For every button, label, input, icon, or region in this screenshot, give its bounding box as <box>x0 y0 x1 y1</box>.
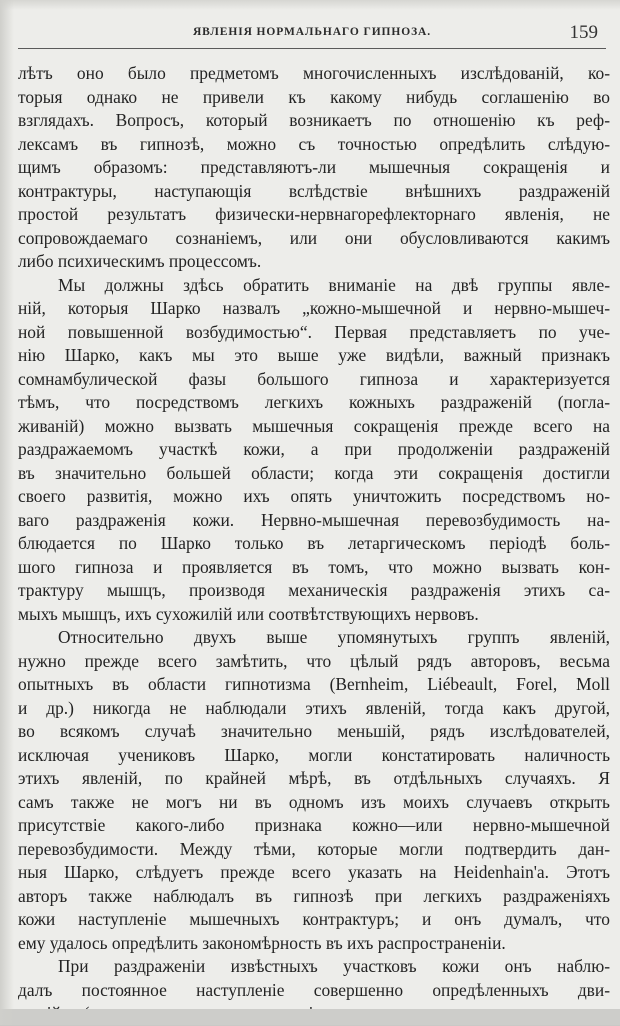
text-line: взглядахъ. Вопросъ, который возникаетъ по отношенію къ реф- <box>18 110 610 130</box>
text-line: ему удалось опредѣлить закономѣрность въ ихъ распространеніи. <box>18 932 506 953</box>
text-line: лѣтъ оно было предметомъ многочисленныхъ изслѣдованій, ко- <box>18 63 610 83</box>
text-line: сомнамбулической фазы большого гипноза и характеризуется <box>18 368 610 389</box>
text-line: во всякомъ случаѣ значительно меньшій, рядъ изслѣдователей, <box>18 721 610 741</box>
text-line: При раздраженіи извѣстныхъ участковъ кожи онъ наблю- <box>58 956 610 976</box>
text-line: живаній) можно вызвать мышечныя сокращенія прежде всего на <box>18 415 610 436</box>
text-line: Относительно двухъ выше упомянутыхъ группъ явленій, <box>58 627 610 647</box>
page-header <box>18 22 606 48</box>
running-title: ЯВЛЕНІЯ НОРМАЛЬНАГО ГИПНОЗА. <box>192 26 432 38</box>
text-line: нію Шарко, какъ мы это выше уже видѣли, важный признакъ <box>18 345 610 365</box>
text-line: трактуру мышцъ, производя механическія раздраженія этихъ са- <box>18 580 610 600</box>
text-line: присутствіе какого-либо признака кожно—или нервно-мышечной <box>18 815 610 835</box>
text-line: шого гипноза и проявляется въ томъ, что можно вызвать кон- <box>18 556 610 577</box>
text-line: тѣмъ, что посредствомъ легкихъ кожныхъ раздраженій (погла- <box>18 392 610 412</box>
text-line: мыхъ мышцъ, ихъ сухожилій или соотвѣтствующихъ нервовъ. <box>18 603 479 624</box>
text-line: сопровождаемаго сознаніемъ, или они обусловливаются какимъ <box>18 227 610 248</box>
text-line: своего развитія, можно ихъ опять уничтожить посредствомъ но- <box>18 486 610 506</box>
text-line: ныя Шарко, слѣдуетъ прежде всего указать на Heidenhain'а. Этотъ <box>18 862 610 882</box>
text-line: далъ постоянное наступленіе совершенно опредѣленныхъ дви- <box>18 979 610 1000</box>
text-line: исключая учениковъ Шарко, могли констатировать наличность <box>18 744 610 765</box>
text-line: контрактуры, наступающія вслѣдствіе внѣшнихъ раздраженій <box>18 180 610 201</box>
text-line: ной повышенной возбудимостью“. Первая представляетъ по уче- <box>18 321 610 342</box>
text-line: авторъ также наблюдалъ въ гипнозѣ при легкихъ раздраженіяхъ <box>18 885 610 906</box>
text-line: кожи наступленіе мышечныхъ контрактуръ; и онъ думалъ, что <box>18 909 610 929</box>
body-text <box>18 62 610 1026</box>
text-line: въ значительно большей области; когда эти сокращенія достигли <box>18 462 610 483</box>
text-line: опытныхъ въ области гипнотизма (Bernheim, Liébeault, Forel, Moll <box>18 674 610 694</box>
text-line: раздражаемомъ участкѣ кожи, а при продолженіи раздраженій <box>18 439 610 459</box>
text-line: и др.) никогда не наблюдали этихъ явленій, тогда какъ другой, <box>18 697 610 718</box>
text-line: блюдается по Шарко только въ летаргическомъ періодѣ боль- <box>18 533 610 553</box>
text-line: либо психическимъ процессомъ. <box>18 251 262 271</box>
text-line: нужно прежде всего замѣтить, что цѣлый рядъ авторовъ, весьма <box>18 650 610 671</box>
page-bottom-edge <box>0 1009 620 1025</box>
header-rule <box>18 48 606 49</box>
text-line: щимъ образомъ: представляютъ-ли мышечныя сокращенія и <box>18 157 610 177</box>
text-line: Мы должны здѣсь обратить вниманіе на двѣ группы явле- <box>58 274 610 295</box>
text-line: простой результатъ физически-нервнагорефлекторнаго явленія, не <box>18 204 610 224</box>
text-line: самъ также не могъ ни въ одномъ изъ моихъ случаевъ открыть <box>18 791 610 812</box>
text-line: ній, которыя Шарко назвалъ „кожно-мышечной и нервно-мышеч- <box>18 298 610 318</box>
text-line: торыя однако не привели къ какому нибудь соглашенію во <box>18 86 610 107</box>
text-line: лексамъ въ гипнозѣ, можно съ точностью опредѣлить слѣдую- <box>18 133 610 154</box>
text-line: перевозбудимости. Между тѣми, которые могли подтвердить дан- <box>18 838 610 859</box>
text-line: этихъ явленій, по крайней мѣрѣ, въ отдѣльныхъ случаяхъ. Я <box>18 768 610 788</box>
text-line: ваго раздраженія кожи. Нервно-мышечная перевозбудимость на- <box>18 509 610 530</box>
page-number: 159 <box>569 22 598 43</box>
